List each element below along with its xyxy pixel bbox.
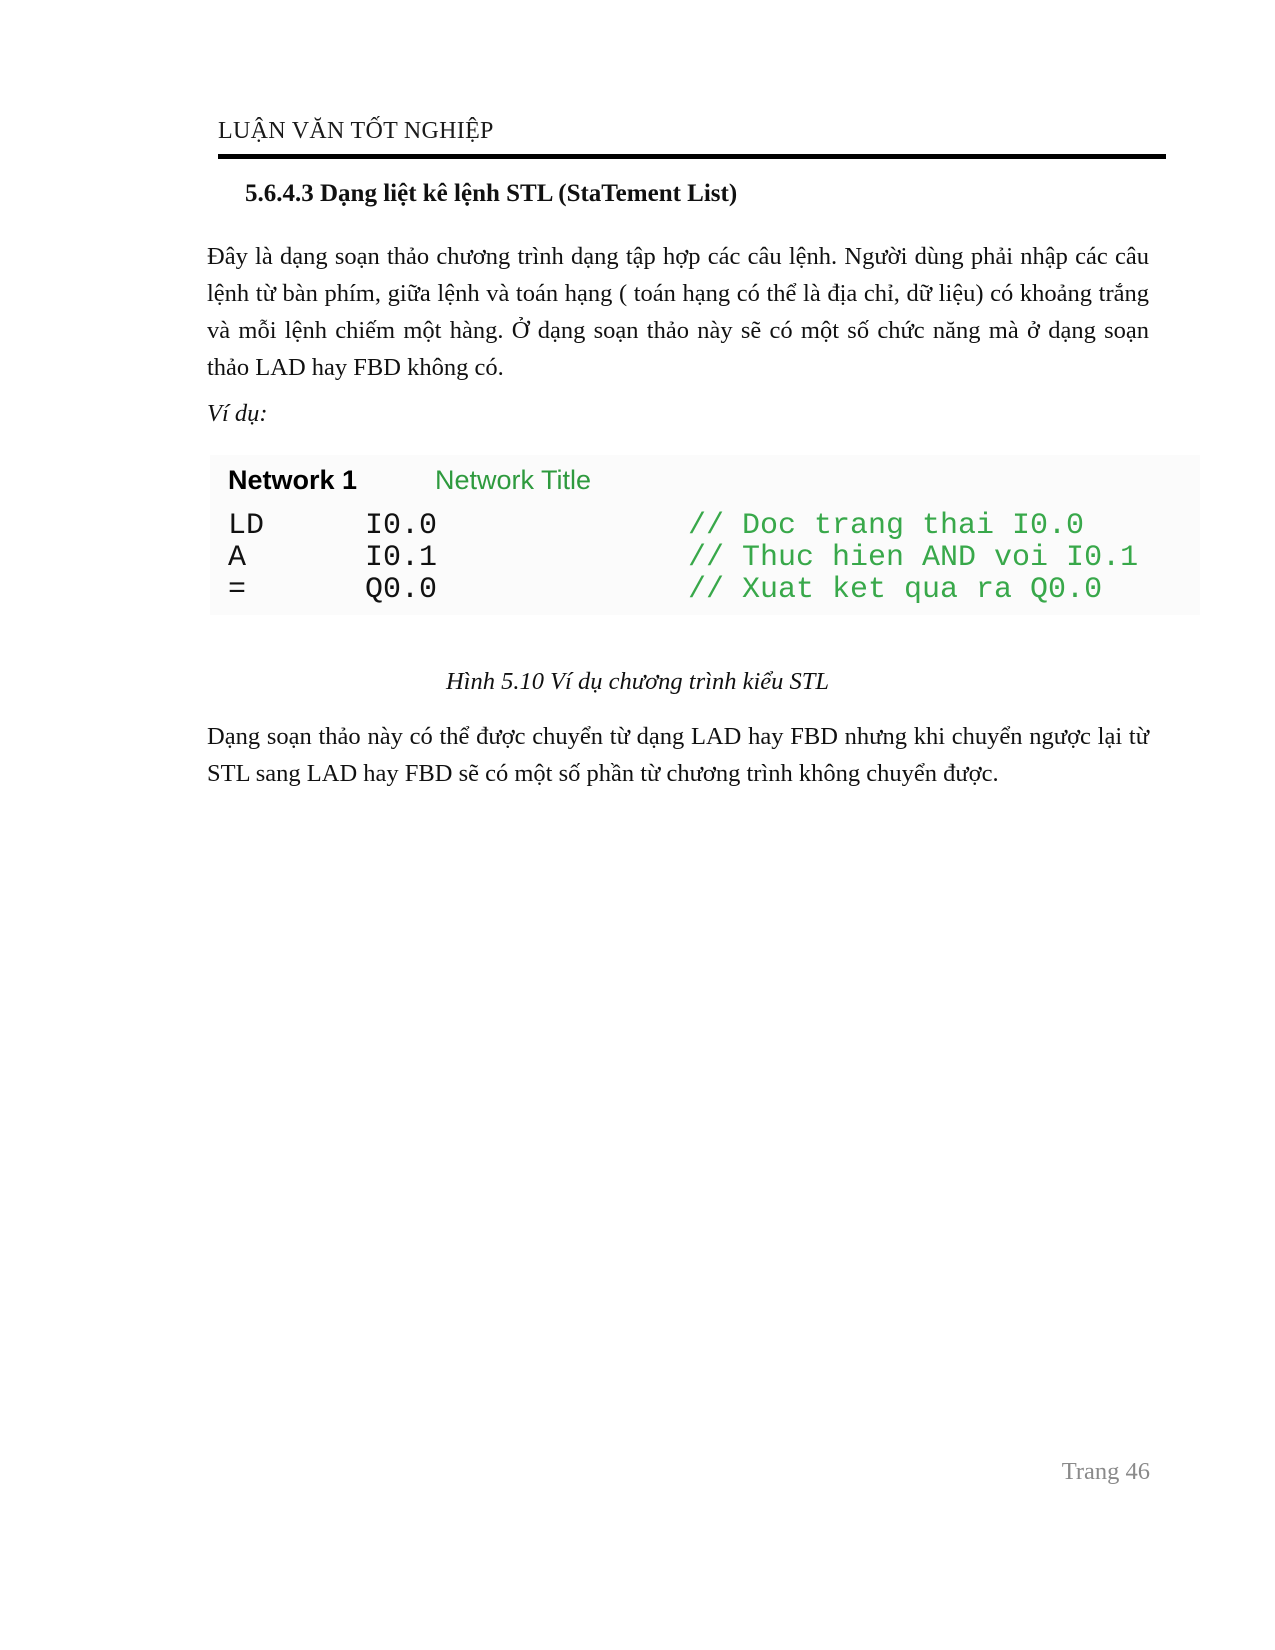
- page-header-title: LUẬN VĂN TỐT NGHIỆP: [218, 118, 494, 144]
- code-instruction: =: [228, 573, 247, 607]
- page-number: Trang 46: [1061, 1458, 1150, 1485]
- code-instruction: LD: [228, 509, 265, 543]
- code-line: [210, 573, 1200, 607]
- code-operand: Q0.0: [365, 573, 438, 607]
- paragraph-intro: Đây là dạng soạn thảo chương trình dạng tập hợp các câu lệnh. Người dùng phải nhập các câu lệnh từ bàn phím, giữa lệnh và toán hạng ( toán hạng có thể là địa chỉ, dữ liệu) có khoảng trắng và mỗi lệnh chiếm một hàng. Ở dạng soạn thảo này sẽ có một số chức năng mà ở dạng soạn thảo LAD hay FBD không có.: [207, 243, 1149, 381]
- code-operand: I0.0: [365, 509, 438, 543]
- code-comment: // Thuc hien AND voi I0.1: [688, 541, 1139, 575]
- example-label: Ví dụ:: [207, 400, 268, 427]
- code-line: [210, 541, 1200, 575]
- network-title: Network Title: [435, 465, 592, 495]
- paragraph-conversion: Dạng soạn thảo này có thể được chuyển từ dạng LAD hay FBD nhưng khi chuyển ngược lại từ STL sang LAD hay FBD sẽ có một số phần từ chương trình không chuyển được.: [207, 723, 1149, 787]
- code-operand: I0.1: [365, 541, 438, 575]
- section-heading: 5.6.4.3 Dạng liệt kê lệnh STL (StaTement List): [245, 180, 738, 207]
- code-line: [210, 509, 1200, 543]
- stl-code-figure: [210, 455, 1200, 615]
- code-instruction: A: [228, 541, 247, 575]
- figure-caption: Hình 5.10 Ví dụ chương trình kiểu STL: [445, 668, 830, 695]
- code-comment: // Doc trang thai I0.0: [688, 509, 1085, 543]
- header-divider: [218, 154, 1166, 159]
- code-comment: // Xuat ket qua ra Q0.0: [688, 573, 1103, 607]
- network-label: Network 1: [228, 465, 358, 495]
